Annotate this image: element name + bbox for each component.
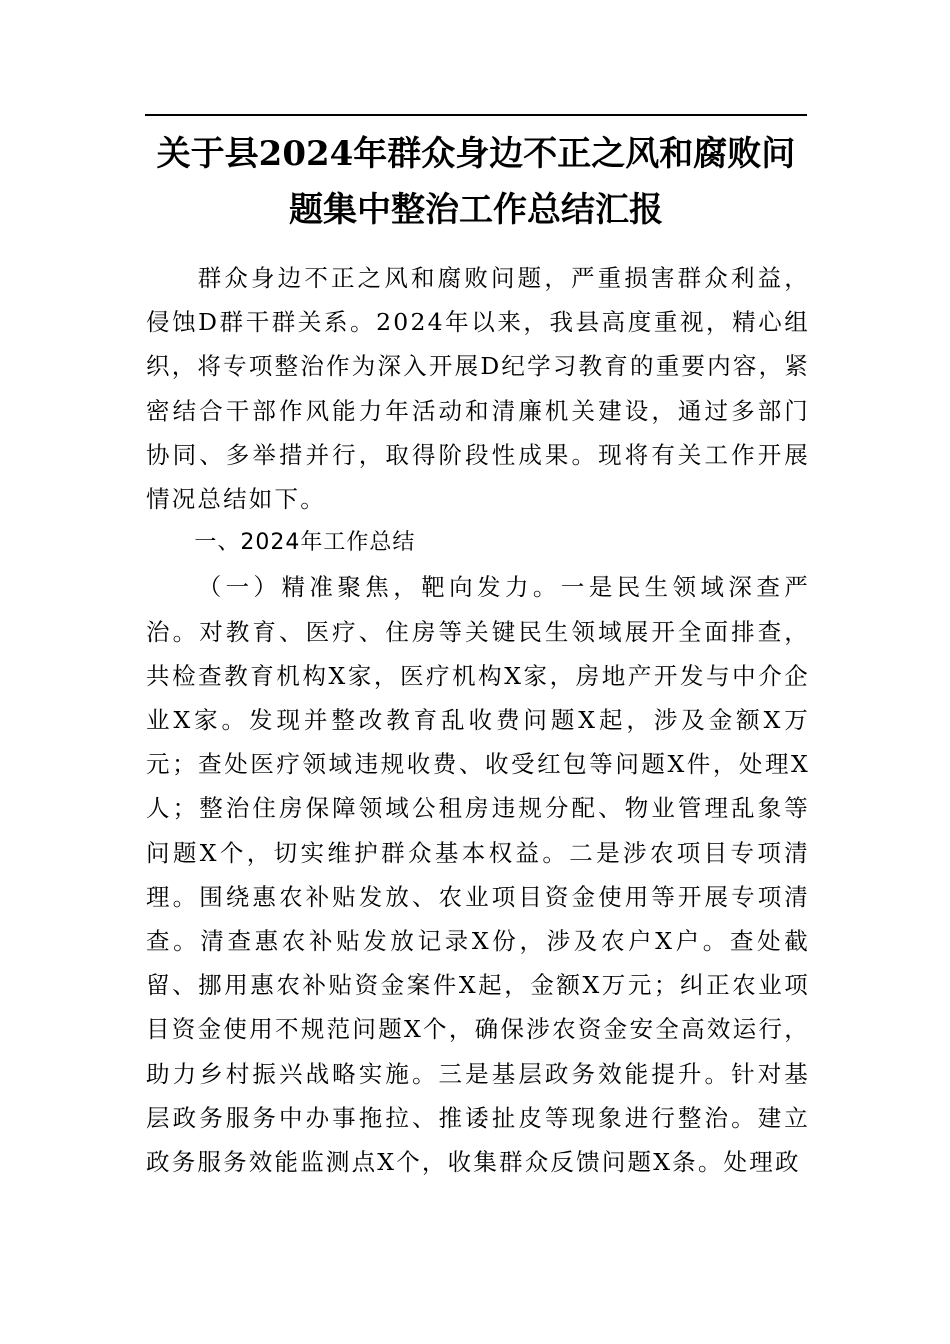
title-line-1: 关于县2024年群众身边不正之风和腐败问 (156, 134, 796, 174)
section-1-paragraph-1: （一）精准聚焦，靶向发力。一是民生领域深查严治。对教育、医疗、住房等关键民生领域展开全面排查，共检查教育机构X家，医疗机构X家，房地产开发与中介企业X家。发现并整改教育乱收费问题X起，涉及金额X万元；查处医疗领域违规收费、收受红包等问题X件，处理X人；整治住房保障领域公租房违规分配、物业管理乱象等问题X个，切实维护群众基本权益。二是涉农项目专项清理。围绕惠农补贴发放、农业项目资金使用等开展专项清查。清查惠农补贴发放记录X份，涉及农户X户。查处截留、挪用惠农补贴资金案件X起，金额X万元；纠正农业项目资金使用不规范问题X个，确保涉农资金安全高效运行，助力乡村振兴战略实施。三是基层政务效能提升。针对基层政务服务中办事拖拉、推诿扯皮等现象进行整治。建立政务服务效能监测点X个，收集群众反馈问题X条。处理政 (146, 573, 810, 1177)
document-title (140, 126, 812, 238)
section-heading-1: 一、2024年工作总结 (194, 530, 416, 556)
document-body (146, 256, 810, 1184)
title-line-2: 题集中整治工作总结汇报 (289, 190, 663, 230)
header-rule (145, 114, 807, 116)
intro-paragraph: 群众身边不正之风和腐败问题，严重损害群众利益，侵蚀D群干群关系。2024年以来，我县高度重视，精心组织，将专项整治作为深入开展D纪学习教育的重要内容，紧密结合干部作风能力年活动和清廉机关建设，通过多部门协同、多举措并行，取得阶段性成果。现将有关工作开展情况总结如下。 (146, 264, 810, 514)
